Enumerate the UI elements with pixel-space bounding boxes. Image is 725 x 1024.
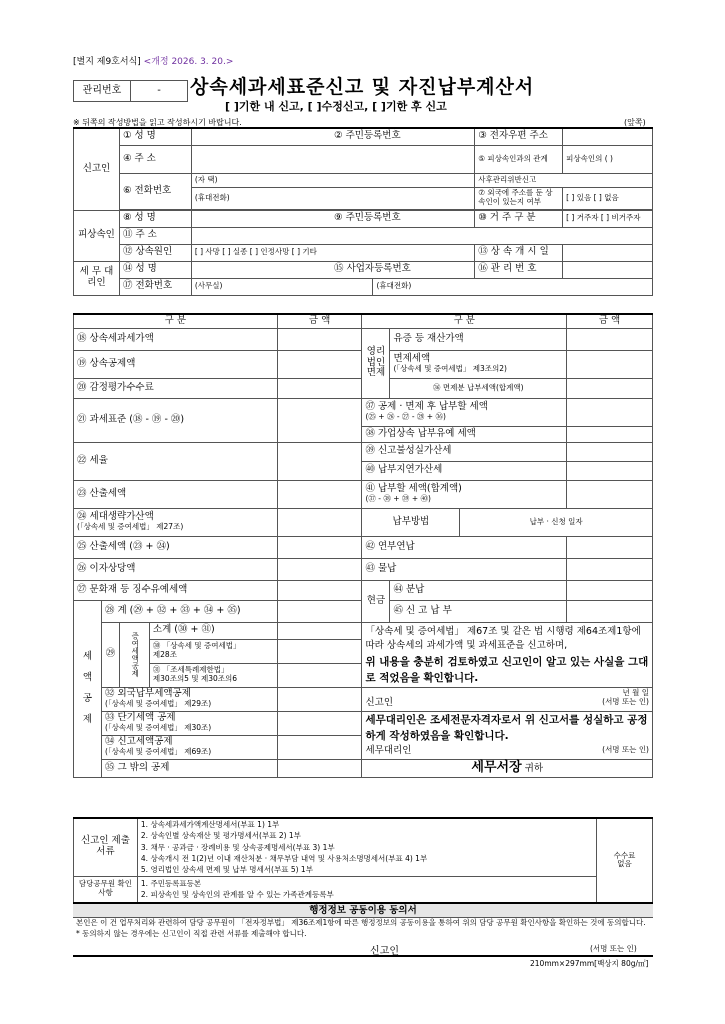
filer-relation-field[interactable]: 피상속인의 ( ) [563, 145, 653, 173]
cause-checkbox[interactable]: [ ] 사망 [ ] 실종 [ ] 인정사망 [ ] 기타 [191, 244, 474, 261]
attachment-item-4: 4. 상속개시 전 1(2)년 이내 재산처분 · 채무부담 내역 및 사용처소명명세서(부표 4) 1부 [140, 853, 428, 863]
row-31-no: ㉛ [152, 665, 161, 675]
declaration-filer: 신고인 [365, 696, 394, 708]
row-19-label: ⑲ 상속공제액 [74, 350, 278, 378]
tax-office: 세무서장 [471, 759, 522, 775]
residence-checkbox[interactable]: [ ] 거주자 [ ] 비거주자 [563, 210, 653, 227]
fee-label: 수수료 [613, 850, 636, 860]
agent-section-label: 세 무 대리인 [74, 261, 120, 295]
row-30-law: 「상속세 및 증여세법」 [162, 641, 241, 651]
row-45-amount[interactable] [567, 600, 653, 622]
row-19-amount[interactable] [277, 350, 362, 378]
declaration-filer-sign[interactable]: (서명 또는 인) [602, 696, 649, 706]
row-24-amount[interactable] [277, 508, 362, 536]
decedent-address-label: ⑪ 주 소 [119, 227, 191, 244]
filer-section-label: 신고인 [74, 128, 120, 210]
overseas-checkbox[interactable]: [ ] 있음 [ ] 없음 [563, 187, 653, 209]
paper-spec: 210mm×297mm[백상지 80g/㎡] [530, 959, 649, 968]
decedent-name-label: ⑧ 성 명 [119, 210, 191, 227]
consent-sign[interactable]: (서명 또는 인) [590, 944, 637, 953]
row-22-label: ㉒ 세율 [74, 442, 278, 480]
mgmt-label: 관리번호 [74, 81, 131, 102]
row-23-label: ㉓ 산출세액 [74, 480, 278, 508]
agent-office-phone[interactable]: (사무실) [191, 278, 373, 295]
report-type[interactable]: [ ]기한 내 신고, [ ]수정신고, [ ]기한 후 신고 [225, 100, 447, 113]
cause-label: ⑫ 상속원인 [119, 244, 191, 261]
row-29-no: ㉙ [101, 622, 119, 687]
row-38-label: ㊳ 가업상속 납부유예 세액 [362, 426, 567, 442]
legacy-amount[interactable] [567, 328, 653, 350]
row-41-formula: (㊲ - ㊳ + ㊴ + ㊵) [365, 494, 431, 504]
row-35-label: ㉟ 그 밖의 공제 [101, 759, 277, 777]
row-31-law: 「조세특례제한법」 [162, 665, 229, 675]
row-39-amount[interactable] [567, 442, 653, 461]
relation-law-note: 사후관리위반신고 [475, 173, 653, 187]
payment-date-label: 납부 · 신청 일자 [460, 508, 653, 536]
declaration-agent: 세무대리인 [365, 745, 412, 757]
row-18-amount[interactable] [277, 328, 362, 350]
decedent-address-field[interactable] [191, 227, 652, 244]
row-18-label: ⑱ 상속세과세가액 [74, 328, 278, 350]
row-44-amount[interactable] [567, 580, 653, 600]
row-33-law: (「상속세 및 증여세법」 제30조) [104, 723, 212, 733]
row-27-amount[interactable] [277, 580, 362, 600]
page-side: (앞쪽) [624, 118, 646, 127]
payment-method-label: 납부방법 [362, 508, 460, 536]
row-27-label: ㉗ 문화재 등 징수유예세액 [74, 580, 278, 600]
row-33-label: ㉝ 단기세액 공제 [104, 712, 176, 724]
row-21-amount[interactable] [277, 398, 362, 442]
row-30-amount[interactable] [277, 639, 362, 663]
row-29-sum-label: 소계 (㉚ + ㉛) [149, 622, 277, 639]
agent-name-field[interactable] [191, 261, 331, 278]
row-31-article: 제30조의5 및 제30조의6 [152, 674, 238, 683]
row-23-amount[interactable] [277, 480, 362, 508]
row-21-label: ㉑ 과세표준 (⑱ - ⑲ - ⑳) [74, 398, 278, 442]
filer-rrn-label: ② 주민등록번호 [331, 128, 475, 145]
row-32-amount[interactable] [277, 687, 362, 711]
business-exempt-label: 영리 법인 면제 [362, 328, 390, 398]
attachment-item-2: 2. 상속인별 상속재산 및 평가명세서(부표 2) 1부 [140, 831, 301, 841]
agent-mobile-phone[interactable]: (휴대전화) [373, 278, 653, 295]
row-32-label: ㉜ 외국납부세액공제 [104, 688, 191, 700]
declaration-bold: 위 내용을 충분히 검토하였고 신고인이 알고 있는 사실을 그대로 적었음을 확인합니다. [365, 655, 649, 685]
agent-declaration: 세무대리인은 조세전문자격자로서 위 신고서를 성실하고 공정하게 작성하였음을 확인합니다. [365, 713, 648, 742]
officer-check-label: 담당공무원 확인사항 [74, 876, 138, 902]
exempt-tax-amount[interactable] [567, 350, 653, 378]
row-43-amount[interactable] [567, 558, 653, 580]
consent-title: 행정정보 공동이용 동의서 [73, 902, 653, 918]
row-41-amount[interactable] [567, 480, 653, 508]
row-34-law: (「상속세 및 증여세법」 제69조) [104, 747, 212, 757]
row-32-law: (「상속세 및 증여세법」 제29조) [104, 699, 212, 709]
row-25-amount[interactable] [277, 536, 362, 558]
row-37-formula: (㉕ + ㉖ - ㉗ - ㉘ + ㊱) [365, 412, 446, 422]
start-date-label: ⑬ 상 속 개 시 일 [475, 244, 563, 261]
row-20-label: ⑳ 감정평가수수료 [74, 378, 278, 398]
agent-mgmt-field[interactable] [563, 261, 653, 278]
residence-label: ⑩ 거 주 구 분 [475, 210, 563, 227]
row-41-label: ㊶ 납부할 세액(합계액) [365, 483, 462, 495]
decedent-section-label: 피상속인 [74, 210, 120, 261]
form-number: [별지 제9호서식] <개정 2026. 3. 20.> [73, 57, 234, 67]
filer-phone-label: ⑥ 전화번호 [119, 173, 191, 209]
filer-name-label: ① 성 명 [119, 128, 191, 145]
filer-email-field[interactable] [563, 128, 653, 145]
row-42-label: ㊷ 연부연납 [362, 536, 567, 558]
agent-mgmt-label: ⑯ 관 리 번 호 [475, 261, 563, 278]
row-36-amount[interactable] [567, 378, 653, 398]
col-division-left: 구 분 [74, 314, 278, 328]
filer-address-label: ④ 주 소 [119, 145, 191, 173]
attachments-table [73, 817, 653, 903]
party-info-table [73, 127, 653, 296]
row-33-amount[interactable] [277, 711, 362, 735]
row-24-law: (「상속세 및 증여세법」 제27조) [77, 522, 184, 532]
gift-tax-deduction-label: 증여세액공제 [119, 622, 149, 687]
row-45-label: ㊺ 신 고 납 부 [390, 600, 567, 622]
tax-office-honorific: 귀하 [524, 762, 544, 774]
officer-item-1: 1. 주민등록표등본 [140, 878, 202, 888]
bottom-rule [73, 955, 653, 957]
legacy-label: 유증 등 재산가액 [390, 328, 567, 350]
row-42-amount[interactable] [567, 536, 653, 558]
filer-mobile-phone[interactable]: (휴대전화) [191, 187, 474, 209]
col-amount-right: 금 액 [567, 314, 653, 328]
filer-address-field[interactable] [191, 145, 474, 173]
col-division-right: 구 분 [362, 314, 567, 328]
row-37-label: ㊲ 공제 · 면제 후 납부할 세액 [365, 401, 488, 413]
row-30-no: ㉚ [152, 641, 161, 651]
decedent-name-field[interactable] [191, 210, 331, 227]
consent-filer: 신고인 [370, 946, 399, 957]
filer-email-label: ③ 전자우편 주소 [475, 128, 563, 145]
attachment-item-1: 1. 상속세과세가액계산명세서(부표 1) 1부 [140, 820, 280, 830]
row-43-label: ㊸ 물납 [362, 558, 567, 580]
declaration-text: 「상속세 및 증여세법」 제67조 및 같은 법 시행령 제64조제1항에 따라 상속세의 과세가액 및 과세표준을 신고하며, [365, 625, 641, 652]
cash-label: 현금 [362, 580, 390, 622]
fee-value: 없음 [617, 859, 632, 869]
row-30-article: 제28조 [152, 650, 177, 659]
decedent-rrn-label: ⑨ 주민등록번호 [331, 210, 475, 227]
row-26-label: ㉖ 이자상당액 [74, 558, 278, 580]
revision-date: <개정 2026. 3. 20.> [143, 57, 234, 67]
row-29-amount[interactable] [277, 622, 362, 639]
page-title: 상속세과세표준신고 및 자진납부계산서 [190, 76, 535, 98]
row-36-label: ㊱ 면제분 납부세액(합계액) [390, 378, 567, 398]
row-22-amount[interactable] [277, 442, 362, 480]
filer-relation-label: ⑤ 피상속인과의 관계 [475, 145, 563, 173]
row-25-label: ㉕ 산출세액 (㉓ + ㉔) [74, 536, 278, 558]
overseas-label: ⑦ 외국에 주소를 둔 상속인이 있는지 여부 [475, 187, 563, 209]
row-38-amount[interactable] [567, 426, 653, 442]
row-24-label: ㉔ 세대생략가산액 [77, 511, 154, 523]
consent-text: 본인은 이 건 업무처리와 관련하여 담당 공무원이 「전자정부법」 제36조제1항에 따른 행정정보의 공동이용을 통하여 위의 담당 공무원 확인사항을 확인하는 것에 동의합니다. * 동의하지 않는 경우에는 신고인이 직접 관련 서류를 제출해야 합니다. [76, 918, 646, 938]
instruction-note: ※ 뒤쪽의 작성방법을 읽고 작성하시기 바랍니다. [73, 118, 242, 127]
deduction-section-label: 세 액 공 제 [74, 600, 102, 777]
row-31-amount[interactable] [277, 663, 362, 687]
management-number-box [73, 80, 188, 102]
row-28-label: ㉘ 계 (㉙ + ㉜ + ㉝ + ㉞ + ㉟) [101, 600, 277, 622]
row-39-label: ㊴ 신고불성실가산세 [362, 442, 567, 461]
row-28-amount[interactable] [277, 600, 362, 622]
row-44-label: ㊹ 분납 [390, 580, 567, 600]
row-35-amount[interactable] [277, 759, 362, 777]
filer-name-field[interactable] [191, 128, 331, 145]
row-26-amount[interactable] [277, 558, 362, 580]
filer-home-phone[interactable]: (자 택) [191, 173, 474, 187]
agent-name-label: ⑭ 성 명 [119, 261, 191, 278]
officer-item-2: 2. 피상속인 및 상속인의 관계를 알 수 있는 가족관계등록부 [140, 890, 334, 899]
attachments-label: 신고인 제출서류 [74, 818, 138, 876]
row-37-amount[interactable] [567, 398, 653, 426]
exempt-tax-law: (「상속세 및 증여세법」 제3조의2) [393, 364, 507, 374]
row-34-label: ㉞ 신고세액공제 [104, 736, 173, 748]
mgmt-value[interactable]: - [131, 81, 188, 102]
row-34-amount[interactable] [277, 735, 362, 759]
col-amount-left: 금 액 [277, 314, 362, 328]
attachment-item-5: 5. 영리법인 상속세 면제 및 납부 명세서(부표 5) 1부 [140, 865, 313, 875]
calculation-table [73, 313, 653, 778]
agent-bizno-label: ⑮ 사업자등록번호 [331, 261, 475, 278]
declaration-date[interactable]: 년 월 일 [622, 688, 649, 698]
row-40-label: ㊵ 납부지연가산세 [362, 461, 567, 480]
declaration-agent-sign[interactable]: (서명 또는 인) [602, 745, 649, 755]
exempt-tax-label: 면제세액 [393, 353, 431, 365]
start-date-field[interactable] [563, 244, 653, 261]
attachment-item-3: 3. 채무 · 공과금 · 장례비용 및 상속공제명세서(부표 3) 1부 [140, 842, 335, 852]
row-40-amount[interactable] [567, 461, 653, 480]
agent-phone-label: ⑰ 전화번호 [119, 278, 191, 295]
row-20-amount[interactable] [277, 378, 362, 398]
